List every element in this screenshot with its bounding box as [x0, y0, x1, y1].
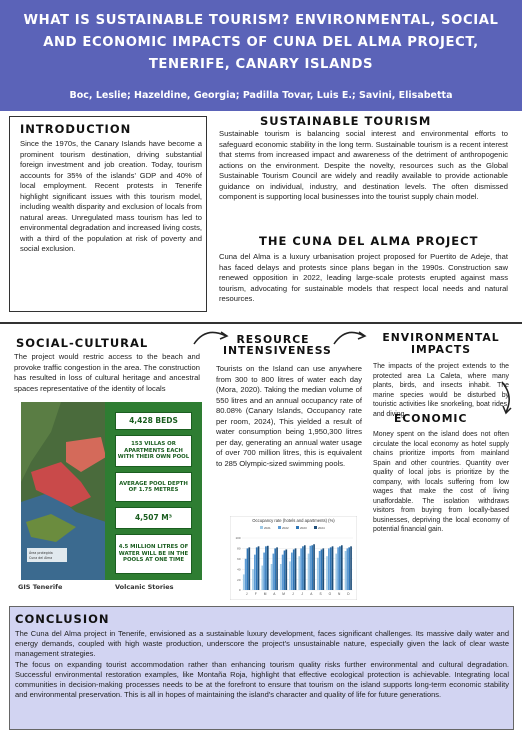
chart-bar [330, 547, 332, 590]
chart-x-tick: J [292, 592, 294, 596]
introduction-text: Since the 1970s, the Canary Islands have become a prominent tourism destination, driving substantial foreign investment and job creation. Today, tourism accounts for 35% of the islands' GDP and 40% of local employment. Recent protests in Tenerife highlight significant issues with this tourism model, including wealth disparity and exclusion of locals from natural areas. Unregulated mass tourism has led to environmental degradation and increased living costs, with a third of the population at risk of poverty and social exclusion. [20, 139, 202, 253]
chart-bar [321, 549, 323, 590]
chart-x-tick: M [282, 592, 285, 596]
logo-volcanic-stories: Volcanic Stories [115, 583, 174, 591]
conclusion-text [15, 629, 509, 700]
chart-bar [310, 546, 312, 590]
stat-volume: 4,507 M³ [115, 507, 192, 529]
conclusion-paragraph-1: The Cuna del Alma project in Tenerife, envisioned as a sustainable luxury development, faces significant challenges. Its massive daily water and energy demands, coupled with high waste production, underscore the project's unsustainable nature, especially given the lack of clear waste management strategies. [15, 629, 509, 659]
environmental-text: The impacts of the project extends to the protected area La Caleta, where many plants, birds, and insects inhabit. The marine species would be disturbed by touristic activities like snorkeling, boat rides, and diving. [373, 363, 509, 418]
chart-legend-swatch [278, 526, 281, 529]
chart-x-tick: M [263, 592, 267, 596]
chart-bar [282, 555, 284, 590]
chart-bar [261, 566, 263, 590]
social-text: The project would restric access to the beach and provoke traffic congestion in the area. The construction has resulted in loss of cultural heritage and ancestral spaces representative of the identity of locals [14, 352, 200, 393]
svg-text:Cuna del Alma: Cuna del Alma [29, 556, 53, 560]
chart-bar [302, 546, 304, 590]
chart-bar [298, 556, 300, 590]
chart-y-tick: 40 [237, 567, 241, 572]
chart-bar [313, 544, 315, 590]
chart-bar [245, 559, 247, 590]
occupancy-chart [230, 516, 357, 600]
chart-legend-swatch [260, 526, 263, 529]
chart-bar [243, 574, 245, 590]
chart-x-tick: D [347, 592, 350, 596]
chart-bar [267, 546, 269, 590]
chart-bar [276, 547, 278, 590]
arrow-icon-to-environmental [330, 324, 370, 348]
stat-pool-depth: AVERAGE POOL DEPTH OF 1.75 METRES [115, 472, 192, 502]
chart-bar [350, 546, 352, 590]
chart-bar [339, 546, 341, 590]
chart-legend-label: 2023 [300, 525, 307, 530]
chart-x-tick: F [254, 592, 257, 596]
chart-bar [285, 549, 287, 590]
chart-bar [280, 564, 282, 590]
chart-bar [317, 558, 319, 590]
introduction-box [9, 116, 207, 312]
chart-bar [284, 550, 286, 590]
chart-x-tick: A [273, 592, 276, 596]
chart-bar [273, 554, 275, 590]
chart-bar [254, 555, 256, 590]
svg-text:Área protegida: Área protegida [29, 551, 53, 555]
economic-heading: ECONOMIC [394, 412, 468, 425]
stat-litres: 4.5 MILLION LITRES OF WATER WILL BE IN THE POOLS AT ONE TIME [115, 534, 192, 574]
chart-bar [345, 551, 347, 590]
chart-x-tick: J [245, 592, 248, 596]
chart-bar [326, 556, 328, 590]
chart-y-tick: 100 [235, 536, 241, 541]
chart-bar [291, 553, 293, 590]
conclusion-heading: CONCLUSION [15, 612, 110, 626]
chart-bar [322, 548, 324, 590]
sustainable-heading: SUSTAINABLE TOURISM [260, 114, 432, 128]
chart-bar [265, 546, 267, 590]
chart-bar [311, 545, 313, 590]
environmental-heading: ENVIRONMENTAL IMPACTS [382, 331, 500, 356]
chart-x-tick: A [310, 592, 313, 596]
cuna-heading: THE CUNA DEL ALMA PROJECT [259, 234, 479, 248]
chart-bar [332, 546, 334, 590]
chart-bar [289, 561, 291, 590]
chart-x-tick: O [328, 592, 332, 596]
chart-y-tick: 60 [237, 557, 241, 561]
conclusion-box [9, 606, 514, 730]
resource-heading: RESOURCE INTENSIVENESS [223, 333, 332, 357]
sustainable-text: Sustainable tourism is balancing social interest and environmental efforts to safeguard economic stability in the long term. Sustainable tourism is a recent interest that stems from increased impact and awareness of the detriment of anthropogenic actions on the environment. Despite the novelty, resources such as the Global Sustainable Tourism Council are widely and readily available to provide actionable guidance on individual, industry, and destination levels. The often dismissed component is supporting local businesses into the tourist supply chain model. [219, 129, 508, 201]
section-divider [0, 322, 522, 324]
chart-x-tick: N [337, 592, 341, 596]
chart-legend-label: 2024 [318, 525, 325, 530]
chart-x-tick: S [319, 592, 322, 596]
chart-bar [308, 554, 310, 590]
chart-y-tick: 80 [237, 546, 241, 551]
chart-bar [300, 548, 302, 590]
chart-bar [293, 549, 295, 590]
chart-bar [347, 548, 349, 590]
chart-bar [274, 548, 276, 590]
chart-legend-swatch [296, 526, 299, 529]
stat-beds: 4,428 BEDS [115, 412, 192, 430]
chart-bar [263, 553, 265, 590]
chart-bar [319, 551, 321, 590]
chart-bar [256, 547, 258, 590]
cuna-text: Cuna del Alma is a luxury urbanisation project proposed for Puertito de Adeje, that has faced delays and protests since plans began in the 1990s. Construction saw renewed opposition in 2022, leading large-scale protests erupted against mass tourism, advocating for sustainable models that respect local needs and natural resources. [219, 252, 508, 303]
resource-text: Tourists on the Island can use anywhere from 300 to 800 litres of water each day (Mora, 2020). Taking the median volume of 550 litres and an annual occupancy rate of 80.08% (Canary Islands, Occupancy rate per room, 2024), This yielded a result of water consumption being 1,950,300 litres per day, generating an annual water usage of over 700 million litres, this is equivalent to 285 Olympic-sized swimming pools. [216, 364, 362, 468]
chart-title: Occupancy rate (hotels and apartments) (%) [252, 518, 335, 523]
chart-bar [341, 545, 343, 590]
conclusion-paragraph-2: The focus on expanding tourist accommodation rather than enhancing tourism quality risks further environmental and cultural degradation. Successful environmental restoration examples, like Montaña Roja, highlight that effective ecological protection is achievable. Integrating local communities in decision-making processes needs to be at the forefront to ensure that tourism on the island supports long-term economic stability and environmental preservation. This is all in hopes of maintaining the island's character and quality of life for future generations. [15, 659, 509, 700]
chart-bar [252, 569, 254, 590]
chart-bar [271, 564, 273, 590]
poster-authors: Boc, Leslie; Hazeldine, Georgia; Padilla Tovar, Luis E.; Savini, Elisabetta [69, 90, 453, 101]
chart-y-tick: 0 [238, 588, 241, 593]
poster-title: WHAT IS SUSTAINABLE TOURISM? ENVIRONMENTAL, SOCIAL AND ECONOMIC IMPACTS OF CUNA DEL ALMA PROJECT, TENERIFE, CANARY ISLANDS [23, 13, 499, 72]
chart-x-tick: J [301, 592, 303, 596]
stat-villas: 153 VILLAS OR APARTMENTS EACH WITH THEIR OWN POOL [115, 435, 192, 467]
chart-y-tick: 20 [237, 577, 241, 582]
chart-bar [348, 547, 350, 590]
introduction-heading: INTRODUCTION [20, 122, 132, 136]
chart-bar [247, 548, 249, 590]
chart-bar [248, 547, 250, 590]
chart-legend-label: 2022 [282, 525, 289, 530]
chart-bar [328, 548, 330, 590]
chart-bar [295, 548, 297, 590]
chart-bar [258, 546, 260, 590]
logo-gis-tenerife: GIS Tenerife [18, 583, 63, 591]
chart-legend-swatch [314, 526, 317, 529]
social-heading: SOCIAL-CULTURAL [16, 336, 149, 350]
chart-bar [304, 545, 306, 590]
chart-bar [335, 554, 337, 590]
chart-bar [337, 547, 339, 590]
chart-legend-label: 2021 [264, 525, 271, 530]
economic-text: Money spent on the island does not often circulate the local economy as hotel supply chains prioritize imports from mainland Spain and other countries. Quantity over quality of local jobs is prioritize by the company, with locals suffering from low wages that make the cost of living unaffordable. The isolation withdraws visitors from buying from locally-based businesses, depriving the local economy of potential financial gain. [373, 431, 509, 533]
